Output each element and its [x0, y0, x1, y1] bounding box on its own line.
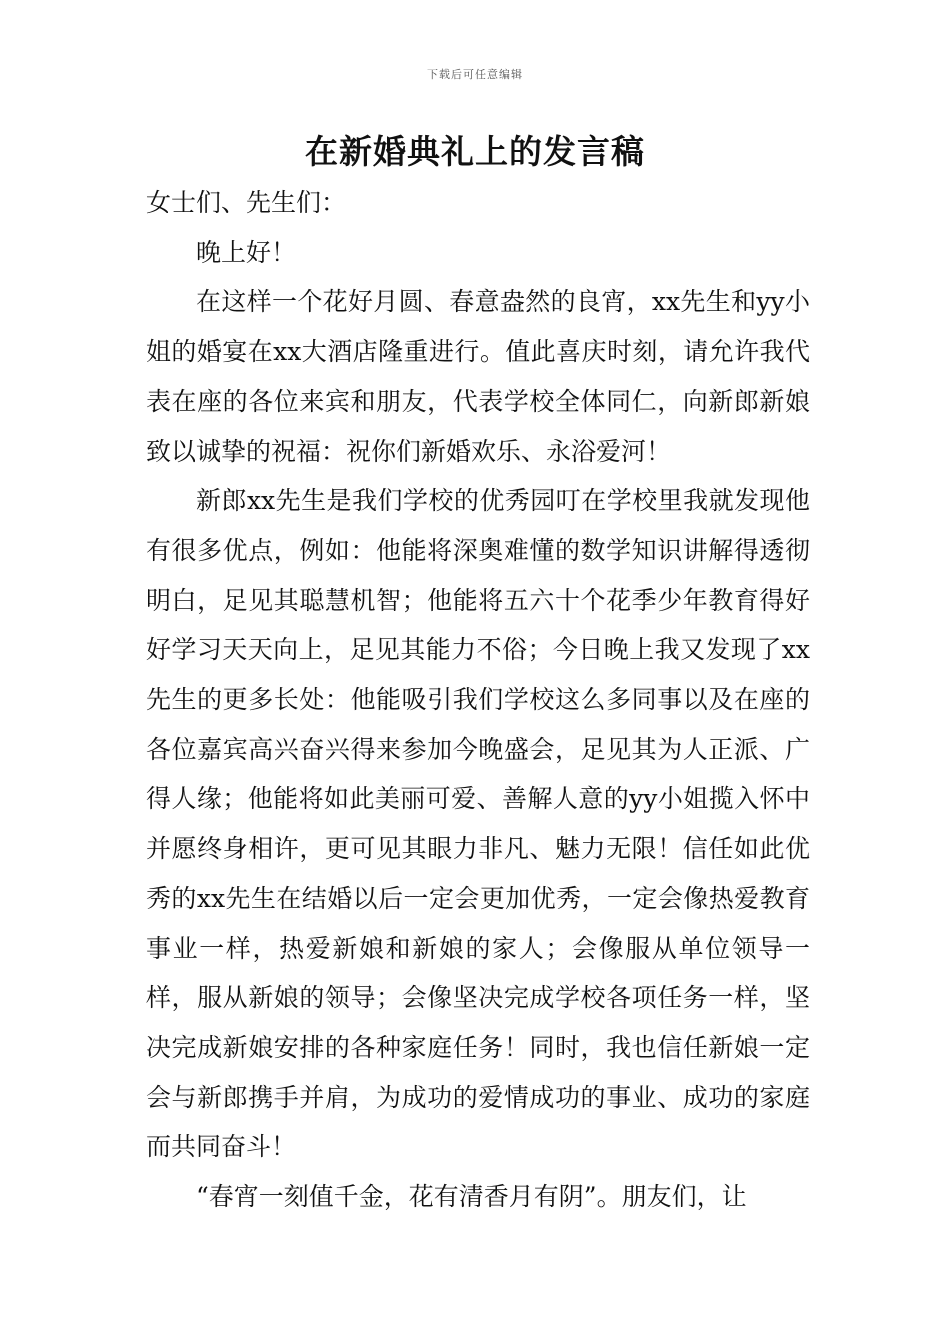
document-title: 在新婚典礼上的发言稿: [305, 132, 645, 171]
paragraph-greeting: 晚上好！: [196, 237, 297, 267]
paragraph-closing: “春宵一刻值千金，花有清香月有阴”。朋友们，让: [196, 1182, 747, 1212]
header-note: 下载后可任意编辑: [427, 68, 523, 81]
document-body: [146, 178, 810, 1222]
paragraph-blessing: 在这样一个花好月圆、春意盎然的良宵，xx先生和yy小姐的婚宴在xx大酒店隆重进行。值此喜庆时刻，请允许我代表在座的各位来宾和朋友，代表学校全体同仁，向新郎新娘致以诚挚的祝福：祝你们新婚欢乐、永浴爱河！: [146, 287, 810, 466]
paragraph-groom-praise: 新郎xx先生是我们学校的优秀园叮在学校里我就发现他有很多优点，例如：他能将深奥难懂的数学知识讲解得透彻明白，足见其聪慧机智；他能将五六十个花季少年教育得好好学习天天向上，足见其能力不俗；今日晚上我又发现了xx先生的更多长处：他能吸引我们学校这么多同事以及在座的各位嘉宾高兴奋兴得来参加今晚盛会，足见其为人正派、广得人缘；他能将如此美丽可爱、善解人意的yy小姐揽入怀中并愿终身相许，更可见其眼力非凡、魅力无限！信任如此优秀的xx先生在结婚以后一定会更加优秀，一定会像热爱教育事业一样，热爱新娘和新娘的家人；会像服从单位领导一样，服从新娘的领导；会像坚决完成学校各项任务一样，坚决完成新娘安排的各种家庭任务！同时，我也信任新娘一定会与新郎携手并肩，为成功的爱情成功的事业、成功的家庭而共同奋斗！: [146, 486, 810, 1162]
salutation: 女士们、先生们：: [146, 188, 347, 217]
